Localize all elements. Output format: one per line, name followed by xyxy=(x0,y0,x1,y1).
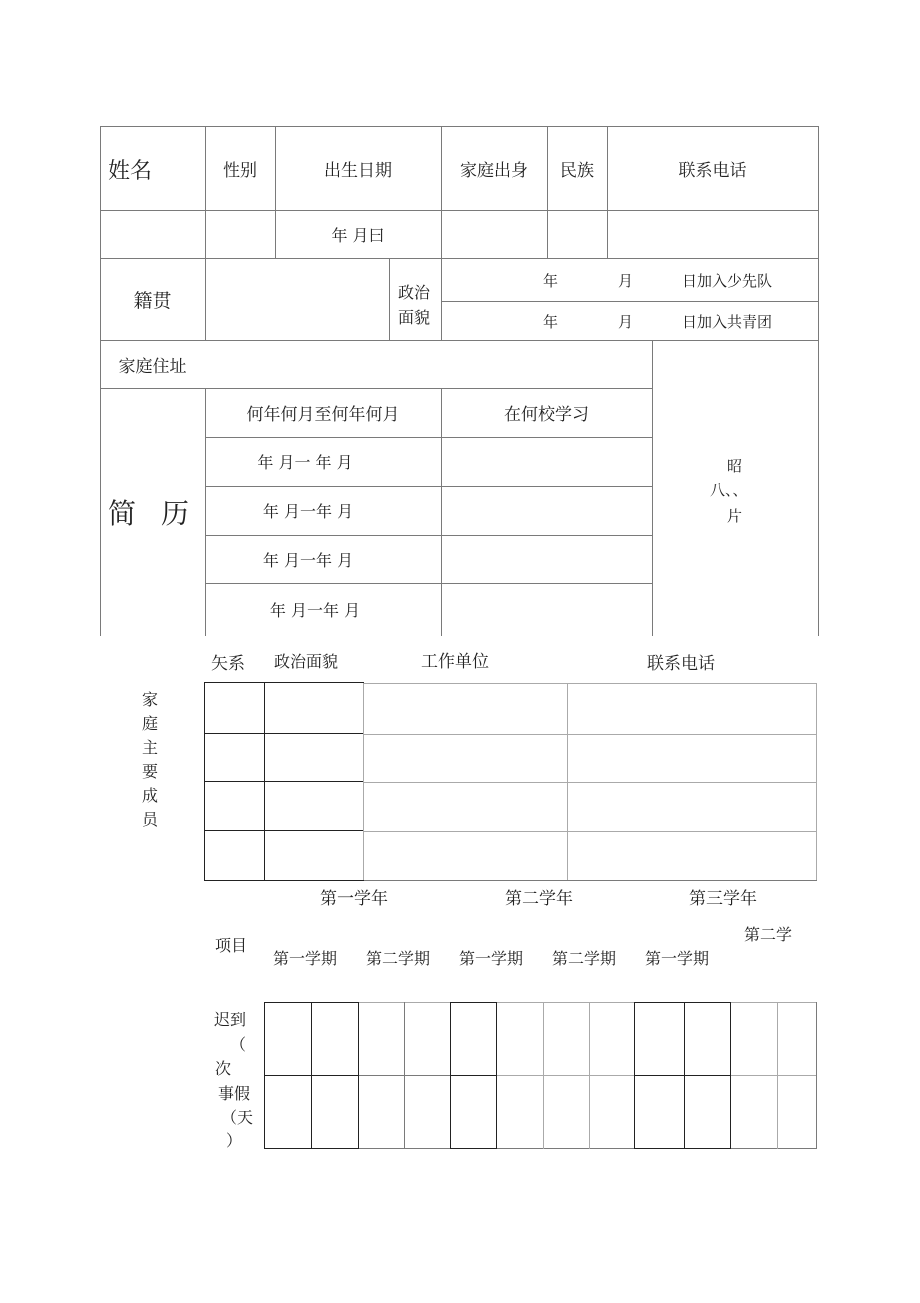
late-label-line1: 迟到 xyxy=(214,1010,247,1029)
period-row-3: 年 月一年 月 xyxy=(262,550,354,570)
resume-label: 简 历 xyxy=(108,497,197,530)
league-text: 日加入共青团 xyxy=(682,313,773,331)
term-5-header: 第一学期 xyxy=(645,949,710,968)
pioneer-month: 月 xyxy=(618,272,634,290)
year-1-header: 第一学年 xyxy=(320,889,388,909)
family-side-char: 要 xyxy=(141,762,158,781)
ethnicity-label: 民族 xyxy=(560,160,594,181)
family-side-char: 成 xyxy=(141,786,158,805)
term-1-header: 第一学期 xyxy=(273,949,338,968)
family-origin-label: 家庭出身 xyxy=(460,160,528,181)
term-3-header: 第一学期 xyxy=(459,949,524,968)
year-2-header: 第二学年 xyxy=(505,889,573,909)
item-label: 项目 xyxy=(215,936,248,955)
league-month: 月 xyxy=(618,313,634,331)
period-row-2: 年 月一年 月 xyxy=(262,502,354,521)
term-6-header: 第二学 xyxy=(744,925,793,944)
late-label-line2: （ xyxy=(230,1035,247,1054)
leave-label-line2: （天 xyxy=(221,1108,254,1127)
political-label-line1: 政治 xyxy=(398,283,431,302)
family-side-char: 庭 xyxy=(141,714,158,733)
family-political-header: 政治面貌 xyxy=(274,652,339,671)
term-4-header: 第二学期 xyxy=(552,949,617,968)
birth-date-label: 出生日期 xyxy=(324,160,392,181)
birth-date-placeholder: 年 月曰 xyxy=(331,225,385,245)
term-2-header: 第二学期 xyxy=(366,949,431,968)
name-label: 姓名 xyxy=(108,159,153,184)
year-3-header: 第三学年 xyxy=(689,889,757,909)
political-label-line2: 面貌 xyxy=(398,308,431,327)
gender-label: 性别 xyxy=(223,160,257,181)
family-relation-header: 矢系 xyxy=(211,654,245,674)
address-label: 家庭住址 xyxy=(118,356,187,377)
family-side-char: 员 xyxy=(141,810,158,829)
leave-label-line3: ） xyxy=(226,1131,243,1150)
photo-label-1: 昭 xyxy=(727,457,743,475)
school-header: 在何校学习 xyxy=(504,405,589,425)
family-side-char: 家 xyxy=(141,690,158,709)
period-row-4: 年 月一年 月 xyxy=(269,601,361,620)
leave-label-line1: 事假 xyxy=(218,1084,251,1103)
family-side-char: 主 xyxy=(141,738,158,757)
period-header: 何年何月至何年何月 xyxy=(246,405,400,425)
photo-label-2: 八、、 xyxy=(710,481,748,499)
photo-label-3: 片 xyxy=(727,507,743,525)
pioneer-text: 日加入少先队 xyxy=(682,272,773,290)
late-label-line3: 次 xyxy=(215,1059,232,1078)
native-place-label: 籍贯 xyxy=(133,289,172,312)
period-row-1: 年 月一 年 月 xyxy=(257,453,353,472)
phone-label: 联系电话 xyxy=(678,160,747,181)
league-year: 年 xyxy=(543,313,559,331)
family-phone-header: 联系电话 xyxy=(647,654,715,674)
family-work-unit-header: 工作单位 xyxy=(421,652,489,672)
pioneer-year: 年 xyxy=(543,272,559,290)
